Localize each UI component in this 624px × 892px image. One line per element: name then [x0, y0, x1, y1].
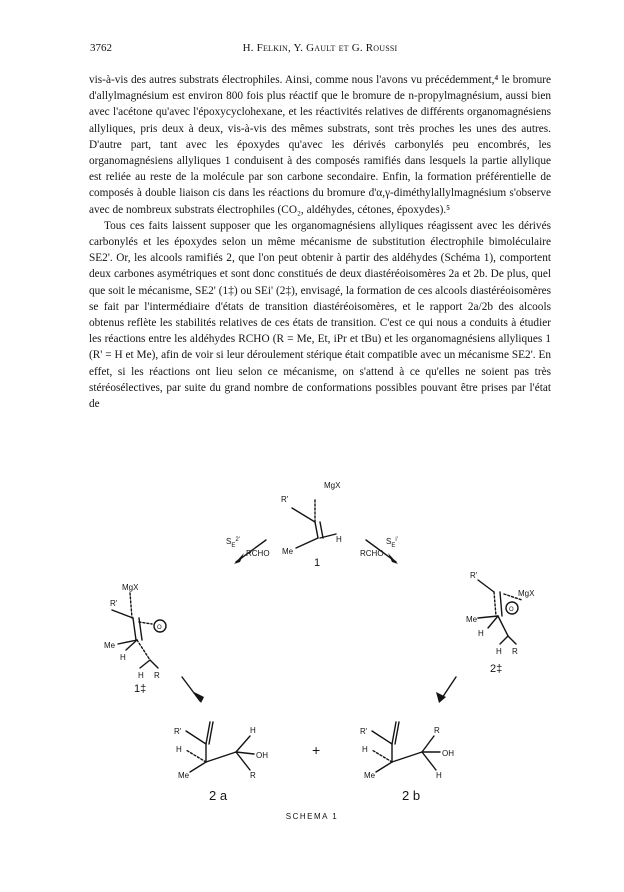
ts2-h-label: H [478, 629, 484, 638]
p2a-oh-label: OH [256, 751, 268, 760]
sei-s: S [386, 537, 392, 546]
top-me-label: Me [282, 547, 294, 556]
ts1-rprime-label: R' [110, 599, 118, 608]
paragraph-1: vis-à-vis des autres substrats électrophiles. Ainsi, comme nous l'avons vu précédemment,⁴ le bromure d'allylmagnésium est environ 800 fois plus réactif que le bromure de n-propylmagnésium, aussi bien avec l'acétone qu'avec l'époxycyclohexane, et les réactivités relatives de différents organomagnésiens allyliques, pris deux à deux, vis-à-vis des mêmes substrats, sont très proches les unes des autres. D'autre part, tant avec les époxydes qu'avec les dérivés carbonylés peu encombrés, les organomagnésiens allyliques 1 conduisent à des composés ramifiés dans lesquels la partie allylique est reliée au reste de la molécule par son carbone secondaire. Enfin, la formation préférentielle de composés à double liaison cis dans les réactions du bromure d'α,γ-diméthylallylmagnésium s'observe avec de nombreux substrats électrophiles (CO₂, aldéhydes, cétones, époxydes).⁵ [89, 74, 551, 216]
sei-sup: i' [395, 537, 398, 543]
p2b-h-label: H [362, 745, 368, 754]
ts2-label: 2‡ [490, 663, 503, 675]
se2-sup: 2' [235, 537, 240, 543]
compound-2b-label: 2 b [402, 788, 421, 803]
ts2-rprime-label: R' [470, 571, 478, 580]
ts2-mgx-label: MgX [518, 589, 535, 598]
top-mgx-label: MgX [324, 481, 341, 490]
se2-sub: E [231, 543, 236, 549]
p2b-oh-label: OH [442, 749, 454, 758]
ts2-o-label: O [509, 607, 514, 613]
sei-sub: E [391, 543, 396, 549]
se2-label [226, 537, 240, 549]
ts2-r-label: R [512, 647, 518, 656]
p2a-h-label: H [176, 745, 182, 754]
compound-1-label: 1 [314, 557, 321, 569]
p2a-rprime-label: R' [174, 727, 182, 736]
ts2-me-label: Me [466, 615, 478, 624]
running-authors: H. Felkin, Y. Gault et G. Roussi [242, 42, 398, 54]
compound-2a-label: 2 a [209, 788, 228, 803]
page-number: 3762 [90, 42, 112, 54]
paragraph-2: Tous ces faits laissent supposer que les organomagnésiens allyliques réagissent avec les dérivés carbonylés et les époxydes selon un même mécanisme de substitution électrophile bimoléculaire SE2'. Or, les alcools ramifiés 2, que l'on peut obtenir à partir des aldéhydes (Schéma 1), comportent deux carbones asymétriques et sont donc constitués de deux diastéréoisomères 2a et 2b. De plus, quel que soit le mécanisme, SE2' (1‡) ou SEi' (2‡), envisagé, la formation de ces alcools diastéréoisomères se fait par l'intermédiaire d'états de transition diastéréoisomères, et le rapport 2a/2b des alcools obtenus reflète les stabilités relatives de ces états de transition. C'est ce qui nous a conduits à étudier les réactions entre les aldéhydes RCHO (R = Me, Et, iPr et tBu) et les organomagnésiens allyliques 1 (R' = H et Me), afin de voir si leur déroulement stérique était compatible avec un mécanisme SE2'. En effet, si les réactions ont lieu selon ce mécanisme, on s'attend à ce qu'elles ne soient pas très stéréosélectives, par suite du grand nombre de conformations possibles pouvant être prises par l'état de [89, 219, 551, 411]
p2b-h2-label: H [436, 771, 442, 780]
ts1-r-label: R [154, 671, 160, 680]
ts1-h2-label: H [138, 671, 144, 680]
p2a-r-label: R [250, 771, 256, 780]
ts1-label: 1‡ [134, 683, 147, 695]
ts1-mgx-label: MgX [122, 583, 139, 592]
top-h-label: H [336, 535, 342, 544]
sei-label [386, 537, 398, 549]
p2b-rprime-label: R' [360, 727, 368, 736]
ts2-h2-label: H [496, 647, 502, 656]
rcho-left-label: RCHO [246, 549, 270, 558]
scheme-caption: SCHEMA 1 [285, 812, 339, 821]
top-rprime-label: R' [281, 495, 289, 504]
p2a-me-label: Me [178, 771, 190, 780]
se2-s: S [226, 537, 232, 546]
ts1-me-label: Me [104, 641, 116, 650]
ts1-o-label: O [157, 625, 162, 631]
p2b-me-label: Me [364, 771, 376, 780]
plus-sign: + [312, 742, 321, 758]
p2a-h2-label: H [250, 726, 256, 735]
p2b-r-label: R [434, 726, 440, 735]
rcho-right-label: RCHO [360, 549, 384, 558]
ts1-h-label: H [120, 653, 126, 662]
